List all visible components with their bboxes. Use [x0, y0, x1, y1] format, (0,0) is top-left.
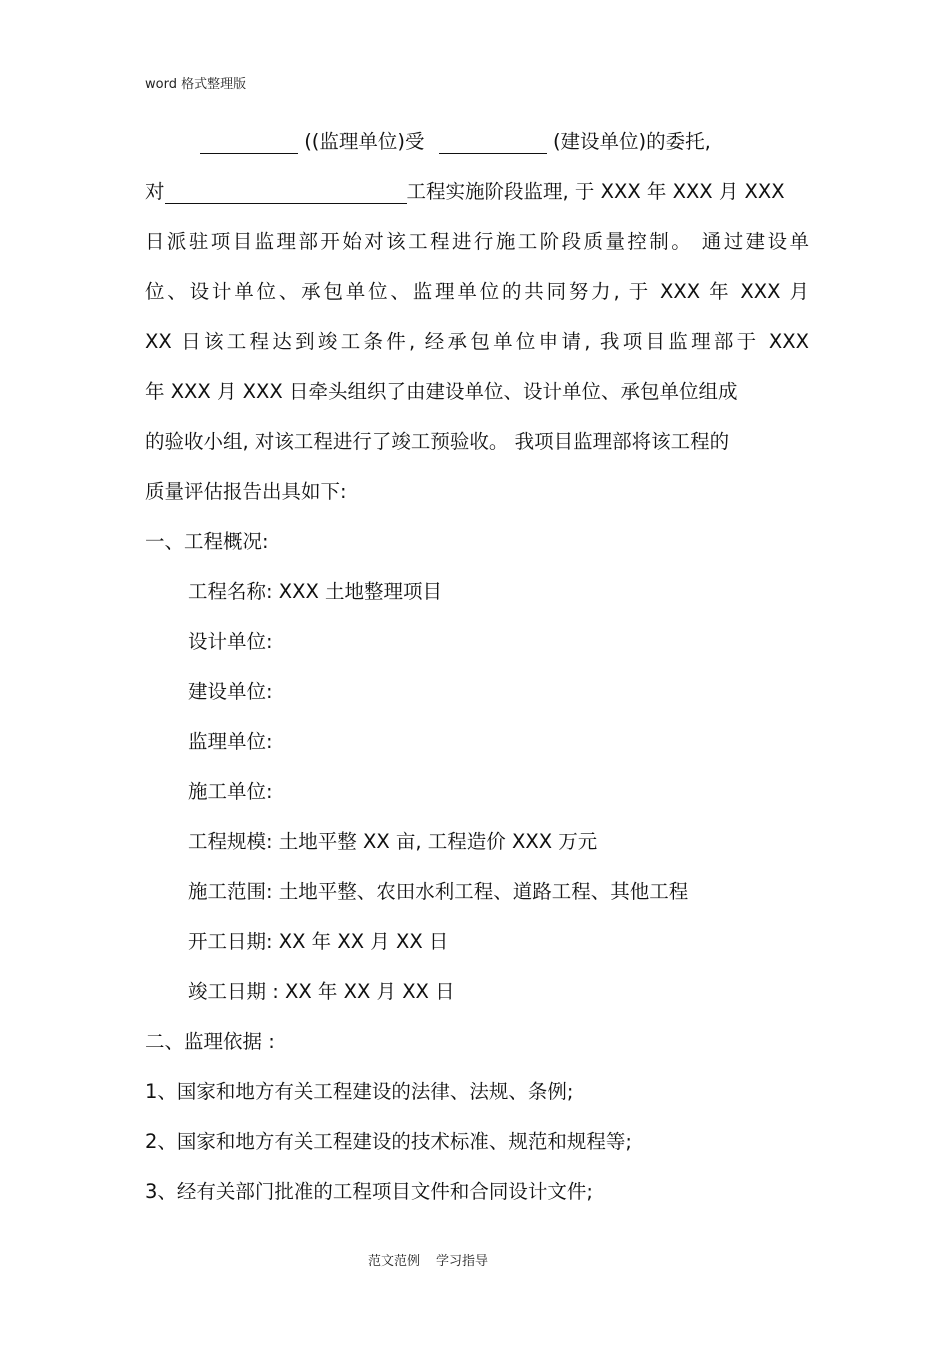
footer-left: 范文范例: [368, 1254, 421, 1269]
blank-project-name: [165, 182, 407, 204]
section-2-title: 二、监理依据 :: [145, 1030, 275, 1053]
intro-line-6: 年 XXX 月 XXX 日牵头组织了由建设单位、设计单位、承包单位组成: [145, 380, 738, 403]
basis-item-2: 2、国家和地方有关工程建设的技术标准、规范和规程等;: [145, 1130, 632, 1153]
intro-line-1: [200, 130, 711, 154]
project-name: 工程名称: XXX 土地整理项目: [188, 580, 443, 603]
section-1-title: 一、工程概况:: [145, 530, 269, 553]
blank-supervisor-unit: [200, 132, 298, 154]
intro-text: 工程实施阶段监理, 于 XXX 年 XXX 月 XXX: [406, 180, 785, 203]
intro-text: (建设单位)的委托,: [552, 130, 711, 153]
intro-text: 对: [145, 180, 165, 203]
construction-unit: 建设单位:: [188, 680, 273, 703]
supervision-unit: 监理单位:: [188, 730, 273, 753]
intro-line-8: 质量评估报告出具如下:: [145, 480, 347, 503]
page-footer: [368, 1250, 488, 1269]
basis-item-1: 1、国家和地方有关工程建设的法律、法规、条例;: [145, 1080, 574, 1103]
basis-item-3: 3、经有关部门批准的工程项目文件和合同设计文件;: [145, 1180, 593, 1203]
intro-line-5: XX 日该工程达到竣工条件, 经承包单位申请, 我项目监理部于 XXX: [145, 330, 809, 353]
design-unit: 设计单位:: [188, 630, 273, 653]
start-date: 开工日期: XX 年 XX 月 XX 日: [188, 930, 449, 953]
intro-text: ((监理单位)受: [304, 130, 425, 153]
intro-line-2: [145, 180, 785, 204]
contractor-unit: 施工单位:: [188, 780, 273, 803]
intro-line-4: 位、设计单位、承包单位、监理单位的共同努力, 于 XXX 年 XXX 月: [145, 280, 809, 303]
intro-line-7: 的验收小组, 对该工程进行了竣工预验收。 我项目监理部将该工程的: [145, 430, 730, 453]
intro-line-3: 日派驻项目监理部开始对该工程进行施工阶段质量控制。 通过建设单: [145, 230, 809, 253]
construction-scope: 施工范围: 土地平整、农田水利工程、道路工程、其他工程: [188, 880, 689, 903]
blank-construction-unit: [439, 132, 547, 154]
footer-right: 学习指导: [436, 1254, 489, 1269]
project-scale: 工程规模: 土地平整 XX 亩, 工程造价 XXX 万元: [188, 830, 598, 853]
page-header: word 格式整理版: [145, 77, 247, 92]
completion-date: 竣工日期 : XX 年 XX 月 XX 日: [188, 980, 455, 1003]
